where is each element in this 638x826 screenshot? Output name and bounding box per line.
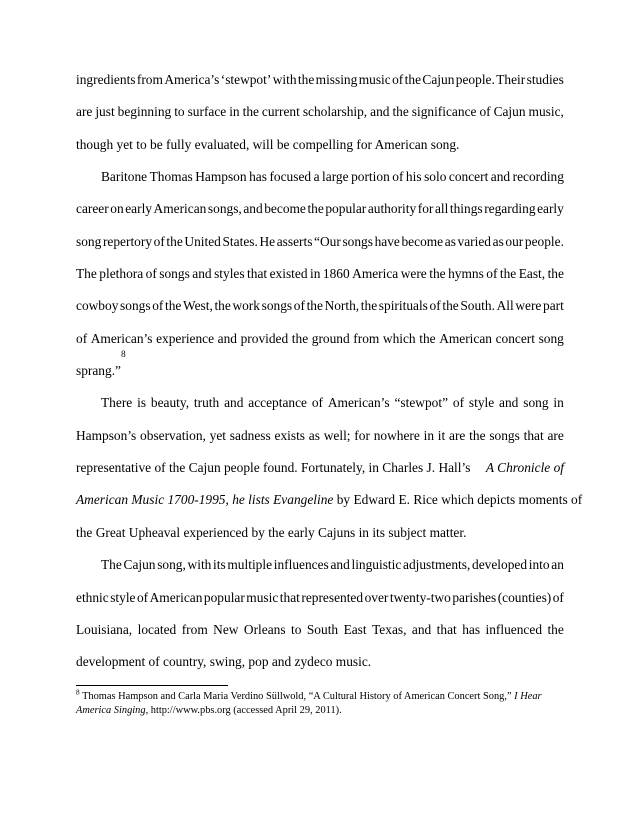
footnote: [76, 690, 564, 718]
text-line: [76, 129, 564, 161]
word: our: [505, 233, 524, 249]
word: American’s: [327, 395, 390, 411]
word: song,: [157, 557, 186, 573]
word: regarding: [484, 201, 536, 217]
word: parishes: [452, 589, 497, 605]
word: Hampson: [195, 169, 247, 185]
footnote-text: Thomas Hampson and Carla Maria Verdino Süllwold, “A Cultural History of American Concert Song,”: [82, 691, 512, 702]
word: developed: [472, 557, 528, 573]
word: American: [153, 201, 207, 217]
word: to: [291, 621, 302, 637]
word: the: [242, 104, 259, 120]
word: Cajun: [123, 557, 156, 573]
song-title: Evangeline: [273, 492, 334, 508]
word: authority: [367, 201, 417, 217]
word: that: [436, 621, 457, 637]
text-line: [76, 290, 564, 322]
word: States.: [222, 233, 258, 249]
word: popular: [325, 201, 367, 217]
word: influenced: [485, 621, 543, 637]
word: its: [213, 557, 226, 573]
word: early: [125, 201, 152, 217]
word: All: [496, 298, 514, 314]
word: in: [310, 266, 321, 282]
text-line: [76, 258, 564, 290]
word: his: [405, 169, 422, 185]
word: American: [149, 589, 203, 605]
word: were: [400, 266, 427, 282]
word: influences: [273, 557, 329, 573]
word: focused: [269, 169, 312, 185]
word: of: [429, 298, 441, 314]
word: observation,: [140, 427, 206, 443]
word: United: [184, 233, 221, 249]
word: sadness: [229, 427, 271, 443]
text-line: [76, 226, 564, 258]
word: of: [311, 395, 324, 411]
word: The: [76, 266, 97, 282]
word: Texas,: [372, 621, 407, 637]
word: and: [217, 330, 237, 346]
word: and: [192, 266, 212, 282]
word: the: [297, 72, 315, 87]
word: of: [392, 169, 404, 185]
word: Orleans: [243, 621, 286, 637]
word: concert: [495, 330, 535, 346]
word: is: [137, 395, 147, 411]
word: of: [392, 72, 404, 87]
word: represented: [301, 589, 364, 605]
word: (counties): [497, 589, 552, 605]
word: music,: [528, 104, 564, 120]
word: 1860: [322, 266, 350, 282]
word: experience: [156, 330, 215, 346]
word: multiple: [227, 557, 273, 573]
word: the: [547, 266, 564, 282]
word: from: [353, 330, 380, 346]
word: as: [308, 427, 320, 443]
word: East: [343, 621, 367, 637]
word: well;: [323, 427, 351, 443]
word: and: [243, 201, 263, 217]
word: are: [449, 427, 466, 443]
word: asserts: [276, 233, 313, 249]
word: of: [136, 589, 149, 605]
text-line: [76, 517, 564, 549]
word: styles: [214, 266, 245, 282]
word: current: [261, 104, 300, 120]
word: the: [165, 298, 182, 314]
word: it: [437, 427, 446, 443]
word: concert: [448, 169, 489, 185]
word: ‘stewpot’: [220, 72, 272, 87]
word: of: [479, 104, 491, 120]
footnote-reference: 8: [121, 350, 126, 361]
word: were: [515, 298, 542, 314]
word: and: [330, 557, 350, 573]
line-text: sprang.”: [76, 363, 121, 379]
body-text: [76, 64, 583, 679]
word: as: [444, 233, 456, 249]
word: that: [523, 427, 544, 443]
word: solo: [424, 169, 447, 185]
line-text: by Edward E. Rice which depicts moments of: [336, 492, 583, 508]
word: the: [307, 201, 324, 217]
text-line: [76, 614, 564, 646]
word: “Our: [314, 233, 341, 249]
word: of: [153, 233, 165, 249]
word: beginning: [117, 104, 172, 120]
word: New: [213, 621, 239, 637]
word: the: [392, 104, 409, 120]
footnote-text: , http://www.pbs.org (accessed April 29, 2011).: [145, 705, 342, 716]
word: of: [486, 266, 498, 282]
word: missing: [315, 72, 358, 87]
word: ingredients: [76, 72, 136, 87]
word: surface: [187, 104, 227, 120]
word: large: [322, 169, 349, 185]
word: songs: [489, 427, 520, 443]
word: of: [145, 266, 157, 282]
word: with: [187, 557, 212, 573]
text-line: [76, 193, 564, 225]
text-line: [76, 420, 564, 452]
word: song: [76, 233, 102, 249]
word: an: [551, 557, 564, 573]
word: plethora: [99, 266, 144, 282]
word: in: [229, 104, 240, 120]
word: adjustments,: [403, 557, 471, 573]
footnote-number: 8: [76, 688, 80, 697]
word: and: [411, 621, 432, 637]
word: become: [264, 201, 306, 217]
word: linguistic: [351, 557, 402, 573]
text-line: [76, 646, 564, 678]
word: South.: [460, 298, 495, 314]
word: twenty-two: [389, 589, 451, 605]
word: has: [462, 621, 481, 637]
word: work: [232, 298, 260, 314]
text-line: [76, 387, 564, 419]
word: style: [110, 589, 136, 605]
word: exists: [274, 427, 306, 443]
word: hymns: [448, 266, 484, 282]
word: music: [246, 589, 279, 605]
text-line: [76, 350, 564, 387]
word: with: [272, 72, 297, 87]
word: West,: [183, 298, 213, 314]
word: Thomas: [149, 169, 193, 185]
word: in: [553, 395, 564, 411]
word: America’s: [164, 72, 220, 87]
text-line: [76, 323, 564, 355]
word: and: [224, 395, 244, 411]
word: truth: [193, 395, 220, 411]
word: the: [499, 266, 517, 282]
word: America: [352, 266, 399, 282]
word: which: [382, 330, 416, 346]
word: the: [547, 621, 564, 637]
word: beauty,: [150, 395, 190, 411]
word: songs,: [207, 201, 242, 217]
word: He: [259, 233, 276, 249]
word: to: [174, 104, 185, 120]
word: significance: [411, 104, 477, 120]
word: people.: [455, 72, 495, 87]
footnote-separator: [76, 685, 228, 686]
word: people.: [524, 233, 564, 249]
word: East,: [518, 266, 546, 282]
word: song: [523, 395, 549, 411]
word: popular: [203, 589, 245, 605]
text-line: [76, 452, 564, 484]
word: of: [452, 395, 465, 411]
word: just: [95, 104, 115, 120]
word: acceptance: [248, 395, 307, 411]
word: the: [360, 298, 378, 314]
footnote-title: I Hear America Singing: [76, 691, 542, 716]
word: in: [423, 427, 435, 443]
word: scholarship,: [302, 104, 368, 120]
book-title: American Music 1700-1995, he lists: [76, 492, 270, 508]
word: music: [358, 72, 391, 87]
word: the: [419, 330, 436, 346]
word: There: [101, 395, 133, 411]
text-line: [76, 582, 564, 614]
word: varied: [457, 233, 491, 249]
word: American: [439, 330, 492, 346]
word: nowhere: [373, 427, 420, 443]
word: and: [490, 169, 511, 185]
word: Hampson’s: [76, 427, 137, 443]
word: early: [537, 201, 564, 217]
text-line: [76, 96, 564, 128]
word: of: [293, 298, 305, 314]
word: cowboy: [76, 298, 119, 314]
word: over: [364, 589, 389, 605]
word: for: [417, 201, 434, 217]
word: the: [166, 233, 183, 249]
word: the: [442, 298, 459, 314]
word: recording: [512, 169, 564, 185]
word: into: [528, 557, 550, 573]
word: located: [137, 621, 177, 637]
word: the: [291, 330, 309, 346]
word: ground: [311, 330, 350, 346]
word: from: [181, 621, 208, 637]
word: and: [499, 395, 519, 411]
line-text: development of country, swing, pop and zydeco music.: [76, 654, 372, 670]
word: of: [152, 298, 164, 314]
word: a: [313, 169, 320, 185]
word: songs: [159, 266, 190, 282]
word: as: [492, 233, 504, 249]
word: have: [374, 233, 400, 249]
word: studies: [526, 72, 564, 87]
word: become: [401, 233, 444, 249]
word: “stewpot”: [394, 395, 449, 411]
word: on: [110, 201, 124, 217]
word: are: [76, 104, 93, 120]
word: of: [76, 330, 88, 346]
word: songs: [261, 298, 293, 314]
word: yet: [209, 427, 227, 443]
word: Baritone: [101, 169, 148, 185]
word: songs: [342, 233, 373, 249]
word: has: [249, 169, 267, 185]
word: portion: [351, 169, 390, 185]
line-text: though yet to be fully evaluated, will be compelling for American song.: [76, 136, 460, 152]
word: part: [543, 298, 564, 314]
text-line: [76, 64, 564, 96]
word: Cajun: [422, 72, 455, 87]
word: from: [136, 72, 163, 87]
word: the: [214, 298, 231, 314]
word: career: [76, 201, 109, 217]
word: American’s: [90, 330, 153, 346]
book-title: A Chronicle of: [485, 460, 564, 476]
word: are: [547, 427, 564, 443]
word: provided: [240, 330, 289, 346]
word: The: [101, 557, 122, 573]
word: existed: [269, 266, 308, 282]
word: things: [449, 201, 483, 217]
word: the: [429, 266, 446, 282]
text-line: [76, 484, 583, 516]
word: song: [538, 330, 564, 346]
word: spirituals: [378, 298, 428, 314]
footnote-line: [76, 690, 564, 718]
word: of: [552, 589, 564, 605]
word: that: [247, 266, 268, 282]
word: Their: [496, 72, 526, 87]
word: the: [469, 427, 486, 443]
word: style: [468, 395, 495, 411]
word: the: [306, 298, 323, 314]
word: songs: [120, 298, 151, 314]
word: for: [354, 427, 370, 443]
word: South: [306, 621, 339, 637]
text-line: [76, 549, 564, 581]
word: Louisiana,: [76, 621, 133, 637]
text-line: [76, 161, 564, 193]
word: and: [370, 104, 390, 120]
word: the: [404, 72, 422, 87]
word: that: [279, 589, 300, 605]
line-text: the Great Upheaval experienced by the early Cajuns in its subject matter.: [76, 524, 467, 540]
word: North,: [324, 298, 360, 314]
word: all: [434, 201, 449, 217]
word: repertory: [102, 233, 153, 249]
word: Cajun: [493, 104, 526, 120]
word: ethnic: [76, 589, 109, 605]
line-text: representative of the Cajun people found. Fortunately, in Charles J. Hall’s: [76, 460, 471, 476]
